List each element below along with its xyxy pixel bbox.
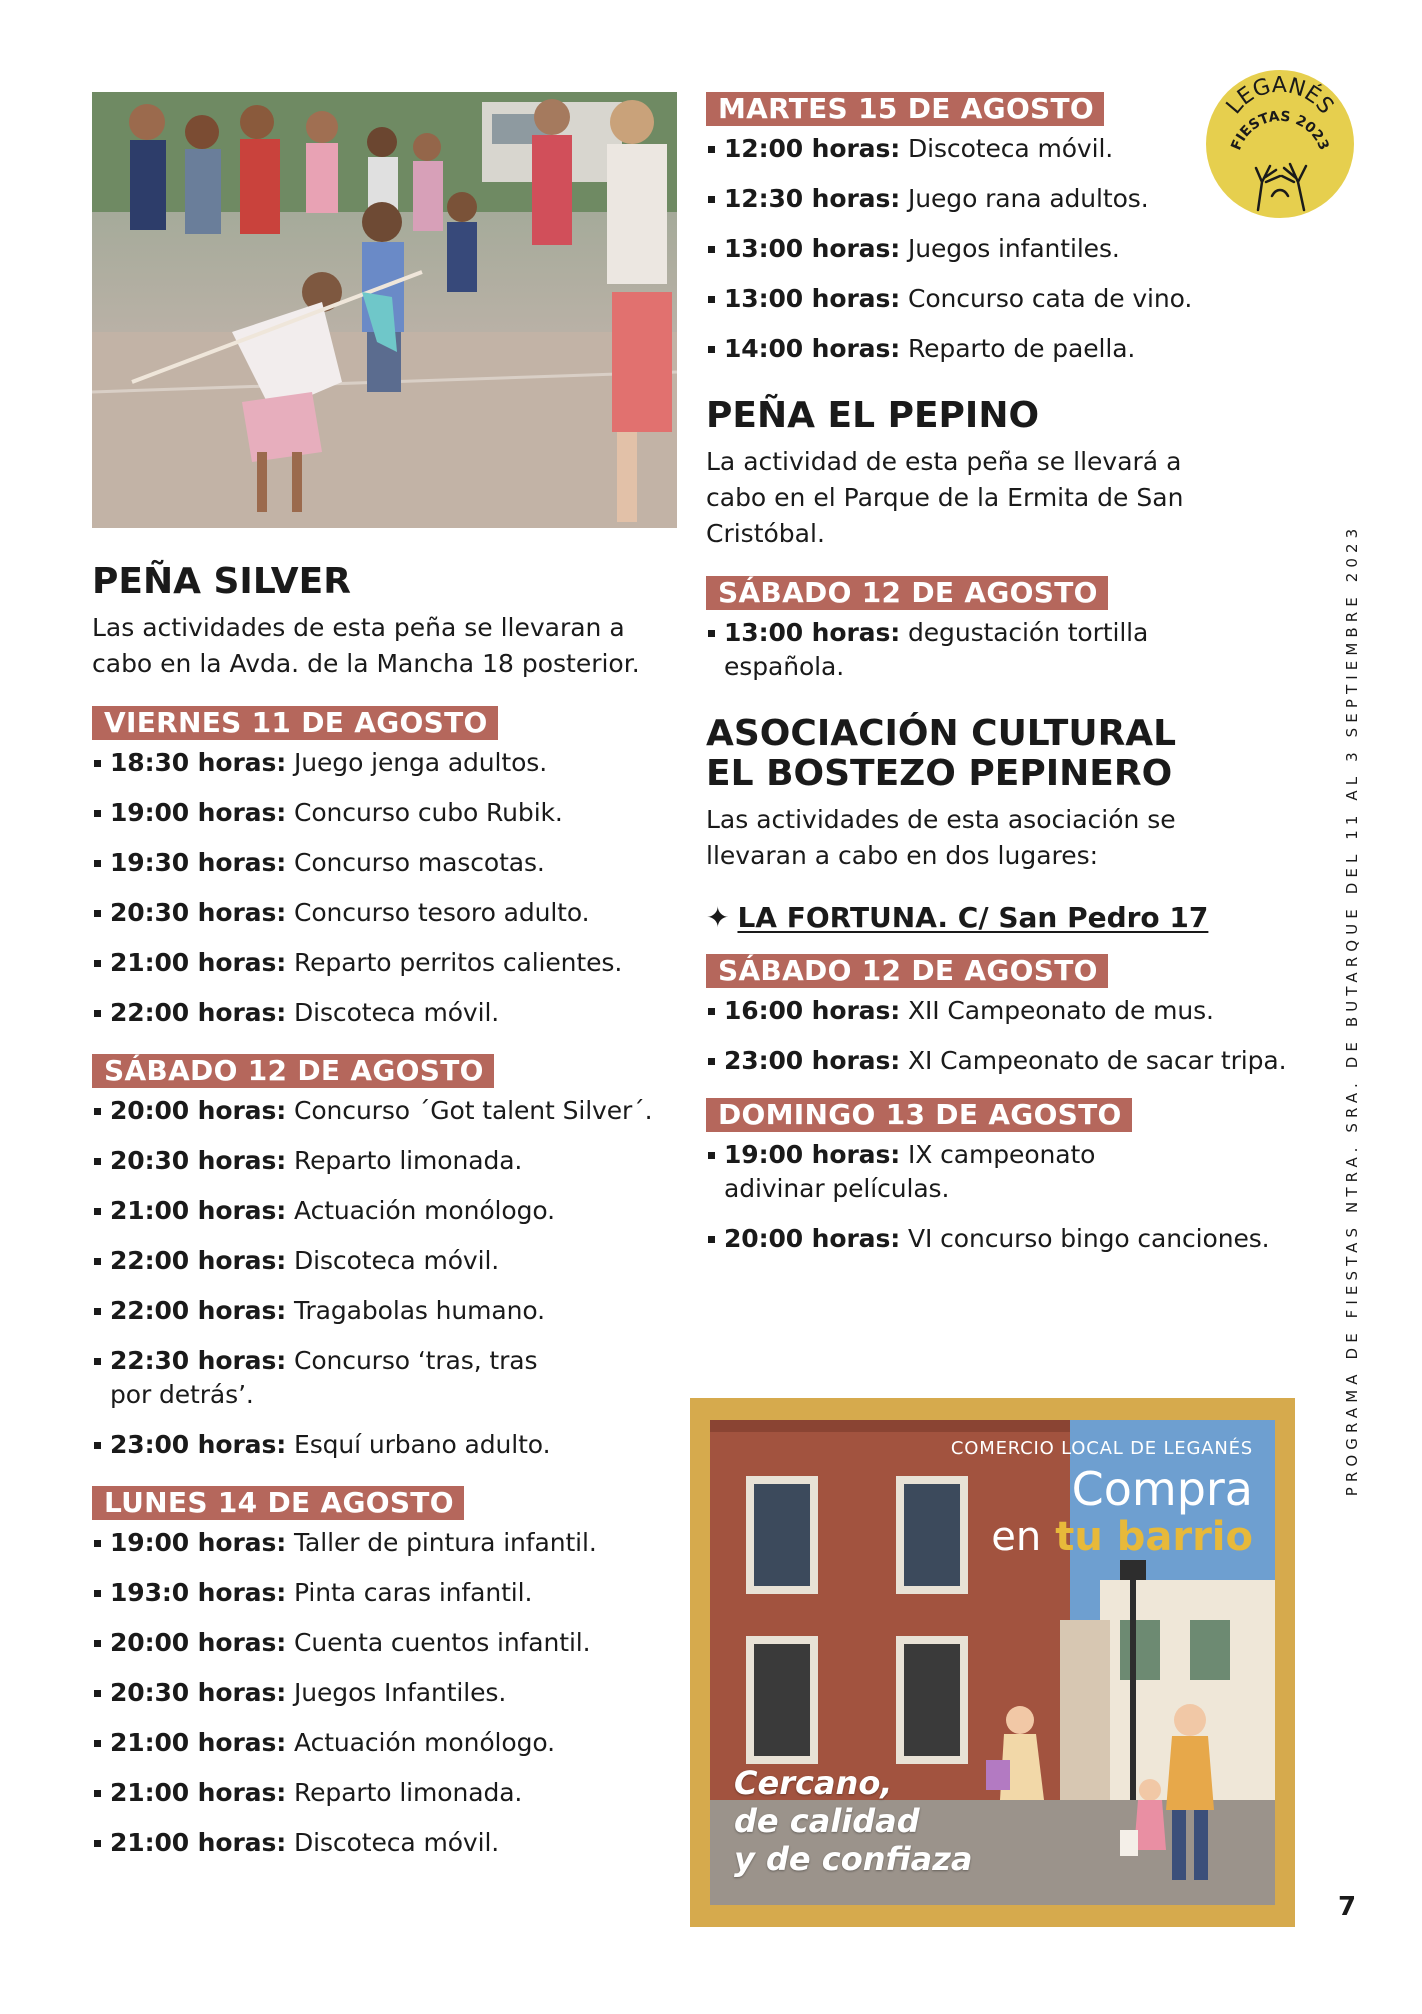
list-item: 20:00 horas: Cuenta cuentos infantil. [92,1626,682,1660]
list-item: 21:00 horas: Reparto perritos calientes. [92,946,682,980]
list-item: 13:00 horas: degustación tortilla española. [706,616,1224,684]
list-item: 22:30 horas: Concurso ‘tras, tras por detrás’. [92,1344,550,1412]
list-item: 14:00 horas: Reparto de paella. [706,332,1306,366]
ad-compra-en-tu-barrio [690,1398,1295,1927]
event-list-domingo [706,1138,1306,1256]
page-number: 7 [1338,1892,1357,1922]
bostezo-title-line1: ASOCIACIÓN CULTURAL [706,713,1177,754]
list-item: 13:00 horas: Concurso cata de vino. [706,282,1306,316]
ad-image [710,1420,1275,1905]
venue-la-fortuna [706,900,1306,936]
list-item: 21:00 horas: Actuación monólogo. [92,1194,682,1228]
list-item: 21:00 horas: Actuación monólogo. [92,1726,682,1760]
pena-pepino-intro: La actividad de esta peña se llevará a cabo en el Parque de la Ermita de San Cristóbal. [706,447,1184,548]
ad-slogan: Cercano, de calidad y de confiaza [734,1764,973,1878]
list-item: 22:00 horas: Tragabolas humano. [92,1294,682,1328]
event-list-sabado-pepino [706,616,1306,684]
list-item: 20:30 horas: Reparto limonada. [92,1144,682,1178]
pena-silver-intro: Las actividades de esta peña se llevaran a cabo en la Avda. de la Mancha 18 posterior. [92,613,640,678]
list-item: 20:30 horas: Concurso tesoro adulto. [92,896,682,930]
bostezo-intro: Las actividades de esta asociación se llevaran a cabo en dos lugares: [706,805,1176,870]
ad-compra: Compra [1071,1462,1253,1516]
pena-pepino-title: PEÑA EL PEPINO [706,395,1040,436]
fiestas-badge [1206,70,1354,218]
badge-line2: FIESTAS 2023 [1228,108,1332,153]
list-item: 20:00 horas: Concurso ´Got talent Silver´. [92,1094,682,1128]
date-bar-domingo: DOMINGO 13 DE AGOSTO [706,1098,1132,1132]
list-item: 12:00 horas: Discoteca móvil. [706,132,1306,166]
event-list-viernes [92,746,682,1030]
list-item: 19:00 horas: Taller de pintura infantil. [92,1526,682,1560]
list-item: 23:00 horas: XI Campeonato de sacar tripa. [706,1044,1306,1078]
event-list-lunes [92,1526,682,1860]
ad-top-text: COMERCIO LOCAL DE LEGANÉS [950,1438,1253,1459]
badge-line1: LEGANÉS [1221,72,1339,120]
date-bar-sabado-silver: SÁBADO 12 DE AGOSTO [92,1054,494,1088]
bostezo-title-line2: EL BOSTEZO PEPINERO [706,753,1173,794]
list-item: 21:00 horas: Discoteca móvil. [92,1826,682,1860]
list-item: 16:00 horas: XII Campeonato de mus. [706,994,1306,1028]
list-item: 193:0 horas: Pinta caras infantil. [92,1576,682,1610]
hands-icon [1256,164,1306,210]
list-item: 20:00 horas: VI concurso bingo canciones. [706,1222,1306,1256]
ad-tu-barrio: en tu barrio [991,1514,1253,1560]
list-item: 13:00 horas: Juegos infantiles. [706,232,1306,266]
right-column [706,92,1306,1272]
event-list-sabado-silver [92,1094,682,1462]
pena-silver-title: PEÑA SILVER [92,561,351,602]
list-item: 19:30 horas: Concurso mascotas. [92,846,682,880]
date-bar-viernes: VIERNES 11 DE AGOSTO [92,706,498,740]
list-item: 22:00 horas: Discoteca móvil. [92,1244,682,1278]
list-item: 22:00 horas: Discoteca móvil. [92,996,682,1030]
list-item: 21:00 horas: Reparto limonada. [92,1776,682,1810]
list-item: 19:00 horas: IX campeonato adivinar películas. [706,1138,1144,1206]
event-list-sabado-bostezo [706,994,1306,1078]
star-icon: ✦ [706,901,730,934]
date-bar-martes: MARTES 15 DE AGOSTO [706,92,1104,126]
list-item: 20:30 horas: Juegos Infantiles. [92,1676,682,1710]
list-item: 12:30 horas: Juego rana adultos. [706,182,1306,216]
list-item: 19:00 horas: Concurso cubo Rubik. [92,796,682,830]
left-column [92,92,682,1876]
list-item: 23:00 horas: Esquí urbano adulto. [92,1428,682,1462]
date-bar-sabado-pepino: SÁBADO 12 DE AGOSTO [706,576,1108,610]
date-bar-lunes: LUNES 14 DE AGOSTO [92,1486,464,1520]
date-bar-sabado-bostezo: SÁBADO 12 DE AGOSTO [706,954,1108,988]
photo-children-game [92,92,677,528]
list-item: 18:30 horas: Juego jenga adultos. [92,746,682,780]
venue-label: LA FORTUNA. C/ San Pedro 17 [737,901,1209,934]
